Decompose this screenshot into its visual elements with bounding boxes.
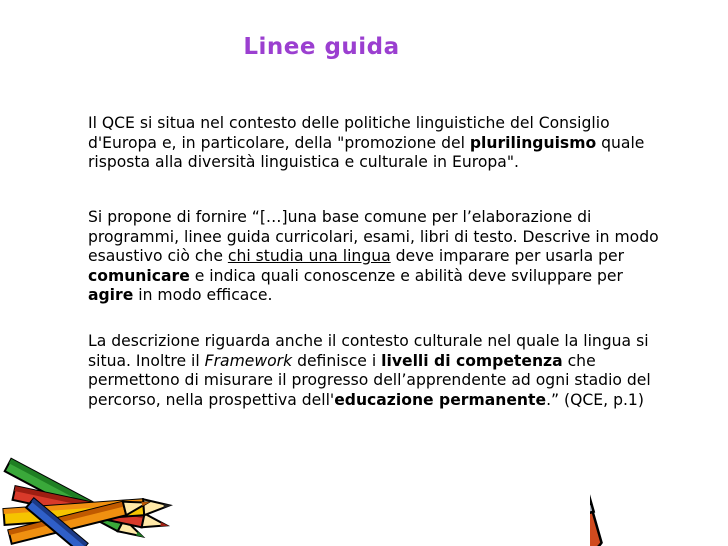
bold-term-educazione-permanente: educazione permanente	[334, 390, 547, 409]
text-run: Il QCE si situa nel contesto delle politiche linguistiche del Consiglio d'Europa e, in particolare, della "promozione del	[88, 114, 610, 152]
pencil-icon	[590, 0, 728, 546]
pencils-bundle-icon	[0, 425, 180, 546]
underlined-phrase: chi studia una lingua	[227, 247, 391, 266]
paragraph-common-basis	[88, 208, 664, 306]
text-run: quale risposta alla diversità linguistica e culturale in Europa".	[88, 133, 645, 172]
bold-term-comunicare: comunicare	[88, 266, 190, 285]
italic-term-framework: Framework	[204, 351, 293, 370]
text-run: definisce i	[292, 351, 382, 370]
bold-term-agire: agire	[88, 286, 134, 305]
paragraph-framework	[88, 332, 664, 410]
text-run: .” (QCE, p.1)	[546, 390, 644, 409]
paragraph-plurilingualism	[88, 114, 664, 173]
bold-term-plurilinguismo: plurilinguismo	[469, 133, 597, 152]
text-run: Si propone di fornire “[…]una base comune per l’elaborazione di programmi, linee guida curricolari, esami, libri di testo. Descrive in modo esaustivo ciò che	[88, 208, 659, 266]
text-run: e indica quali conoscenze e abilità deve sviluppare per	[189, 266, 623, 285]
text-run: in modo efficace.	[133, 286, 273, 305]
text-run: che permettono di misurare il progresso dell’apprendente ad ogni stadio del percorso, nella prospettiva dell'	[88, 351, 651, 409]
slide-title: Linee guida	[243, 34, 400, 60]
bold-term-livelli-di-competenza: livelli di competenza	[381, 351, 563, 370]
text-run: La descrizione riguarda anche il contesto culturale nel quale la lingua si situa. Inoltre il	[88, 332, 649, 370]
text-run: deve imparare per usarla per	[390, 247, 625, 266]
